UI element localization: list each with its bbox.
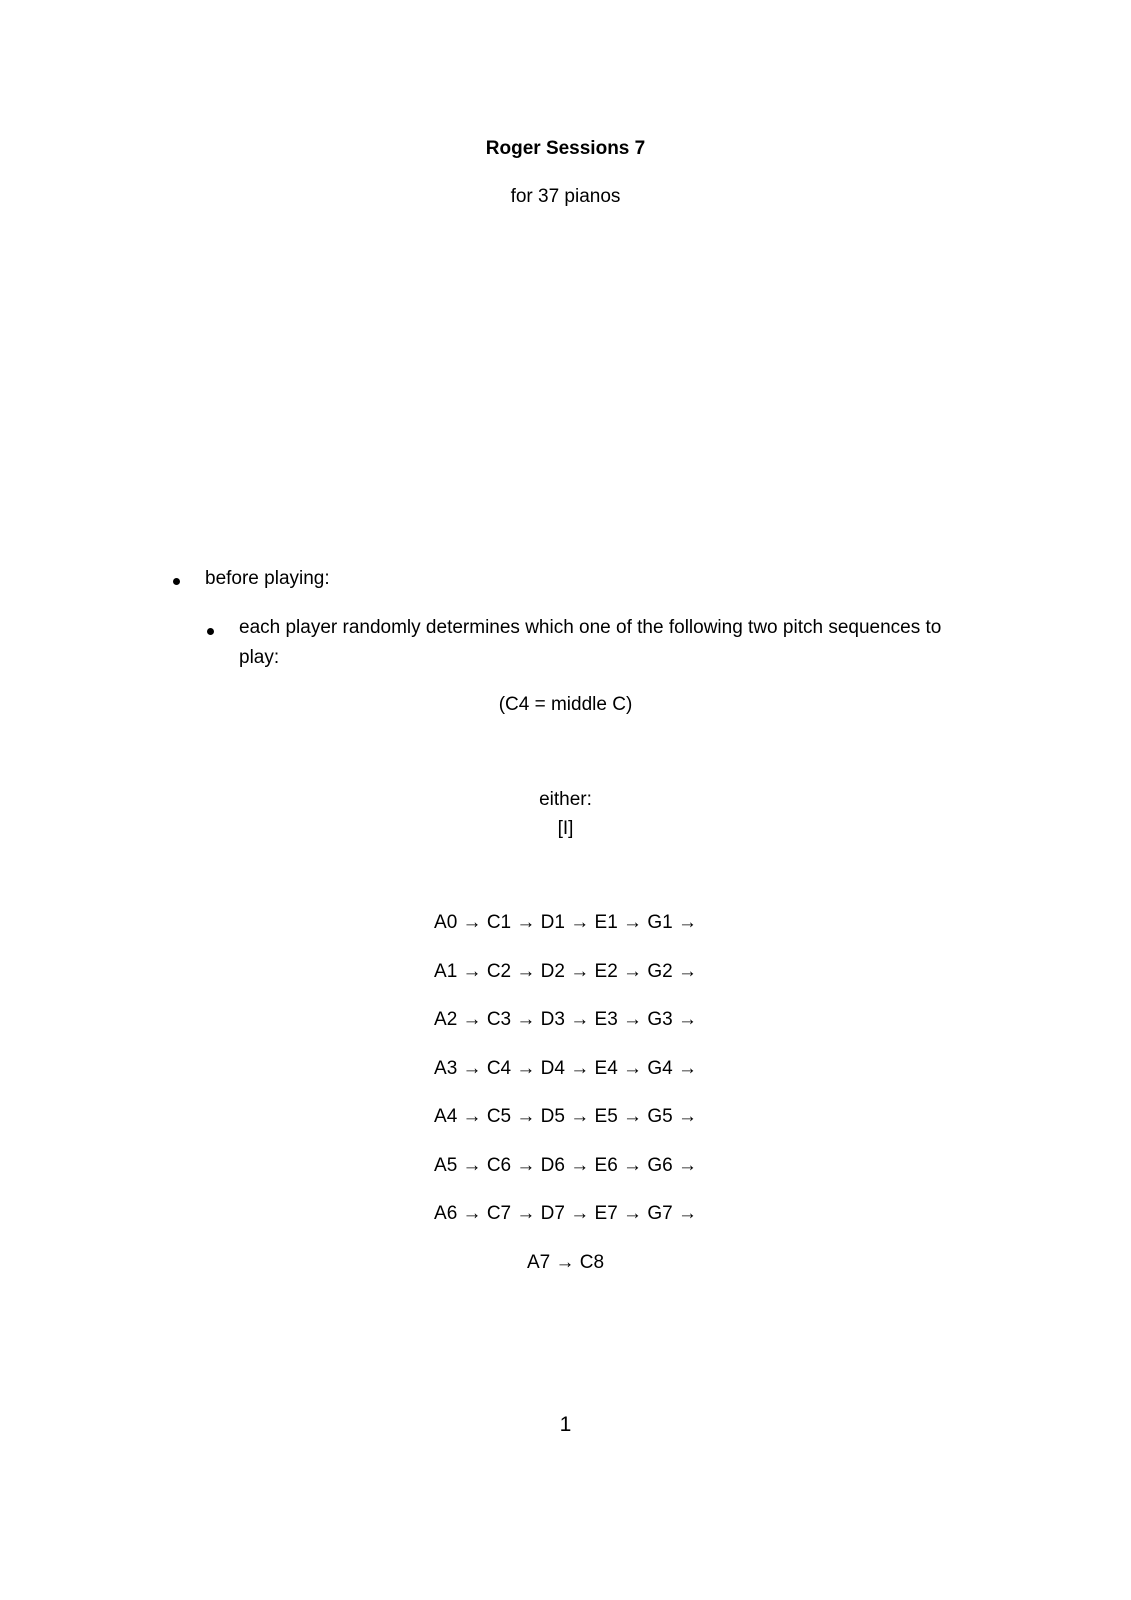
instruction-bullet-before-playing: [173, 568, 330, 590]
instruction-text: before playing:: [205, 568, 330, 589]
document-title: Roger Sessions 7: [485, 138, 646, 159]
sequence-line: A7 → C8: [526, 1251, 605, 1273]
pitch-note: (C4 = middle C): [498, 694, 633, 715]
sequence-label: [I]: [557, 818, 574, 839]
instruction-bullet-pitch-sequence: [207, 618, 967, 673]
instruction-text: each player randomly determines which one of the following two pitch sequences to play:: [239, 617, 942, 668]
bullet-icon: [207, 628, 214, 635]
sequence-line: A2 → C3 → D3 → E3 → G3 →: [434, 1009, 697, 1030]
pitch-sequence-list: [0, 912, 1131, 1300]
sequence-line: A3 → C4 → D4 → E4 → G4 →: [434, 1057, 697, 1079]
page-number: 1: [559, 1413, 572, 1436]
sequence-line: A6 → C7 → D7 → E7 → G7 →: [434, 1203, 697, 1224]
document-subtitle: for 37 pianos: [510, 186, 621, 207]
either-label: either:: [539, 789, 592, 810]
sequence-line: A5 → C6 → D6 → E6 → G6 →: [434, 1154, 697, 1176]
sequence-line: A4 → C5 → D5 → E5 → G5 →: [434, 1106, 697, 1127]
sequence-line: A1 → C2 → D2 → E2 → G2 →: [434, 960, 697, 982]
sequence-line: A0 → C1 → D1 → E1 → G1 →: [434, 912, 697, 933]
bullet-icon: [173, 578, 180, 585]
